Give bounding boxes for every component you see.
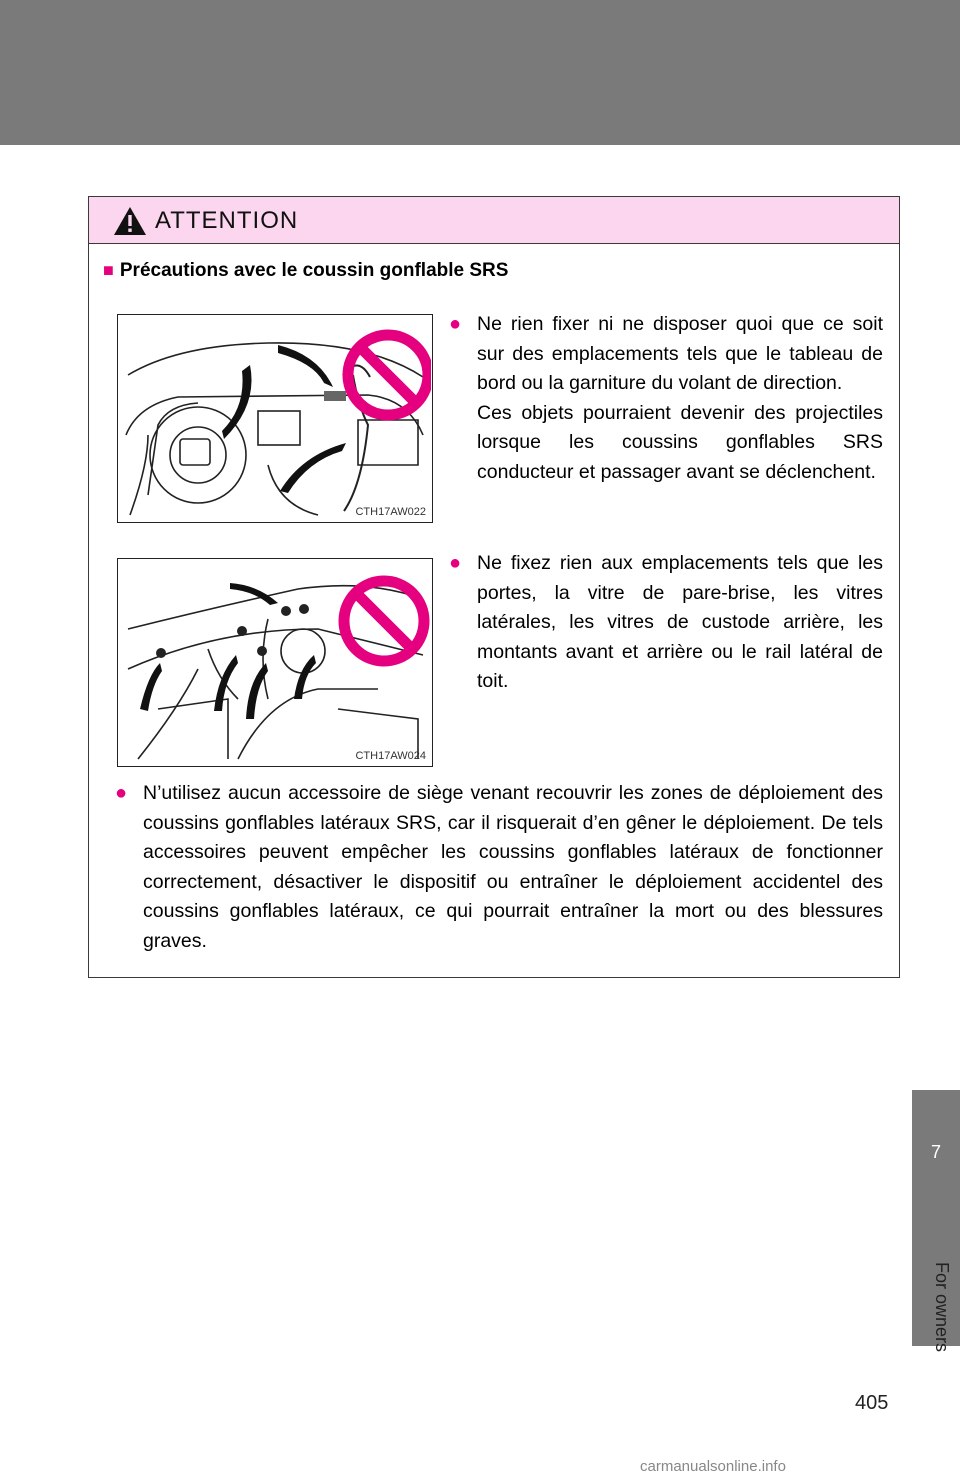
caution-header (89, 197, 899, 244)
chapter-label: For owners (932, 1262, 952, 1353)
bullet-dot-icon: ● (115, 782, 128, 804)
chapter-number: 7 (930, 1142, 941, 1162)
prohibition-icon (348, 335, 428, 415)
page-number: 405 (855, 1392, 889, 1414)
prohibition-icon (344, 581, 424, 661)
bullet-item: ● Ne fixez rien aux emplacements tels que les portes, la vitre de pare-brise, les vitres latérales, les vitres de custode arrière, les montants avant et arrière ou le rail latéral de toit. (443, 549, 883, 697)
bullet-item: ● N’utilisez aucun accessoire de siège venant recouvrir les zones de déploiement des coussins gonflables latéraux SRS, car il risquerait d’en gêner le déploiement. De tels accessoires peuvent empêcher les coussins gonflables latéraux de fonctionner correctement, désactiver le dispositif ou entraîner le déploiement accidentel des coussins gonflables latéraux, ce qui pourrait entraîner la mort ou des blessures graves. (109, 779, 883, 956)
figure-interior (117, 558, 433, 767)
figure-code: CTH17AW024 (355, 750, 426, 762)
right-text-block (443, 310, 883, 487)
warning-triangle-icon (113, 206, 147, 236)
bottom-text-block (109, 779, 883, 956)
bullet-item: ● Ne rien fixer ni ne disposer quoi que ce soit sur des emplacements tels que le tableau de bord ou la garniture du volant de direction. Ces objets pourraient devenir des projectiles lorsque les coussins gonflables SRS conducteur et passager avant se déclenchent. (443, 310, 883, 487)
watermark: carmanualsonline.info (640, 1458, 786, 1475)
top-band (0, 0, 960, 145)
caution-box (88, 196, 900, 978)
right-text-block-2 (443, 549, 883, 697)
bullet-dot-icon: ● (449, 313, 462, 335)
figure-code: CTH17AW022 (355, 506, 426, 518)
section-heading: ■ Précautions avec le coussin gonflable SRS (103, 260, 509, 281)
figure-dashboard (117, 314, 433, 523)
caution-title: ATTENTION (155, 207, 299, 234)
bullet-dot-icon: ● (449, 552, 462, 574)
dashboard-illustration (118, 315, 431, 521)
interior-illustration (118, 559, 431, 765)
square-bullet-icon: ■ (103, 260, 114, 280)
bullet-note: Ces objets pourraient devenir des projectiles lorsque les coussins gonflables SRS conducteur et passager avant se déclenchent. (477, 401, 883, 483)
